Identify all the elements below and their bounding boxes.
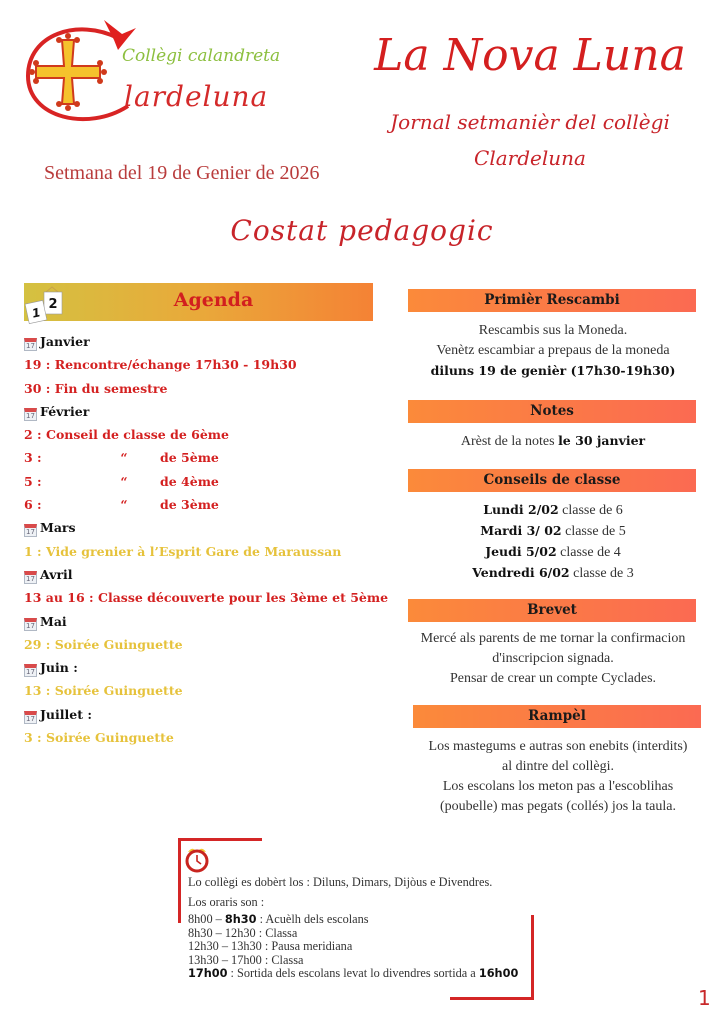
notes-date: le 30 janvier	[558, 433, 646, 448]
calendar-icon: 17	[24, 664, 37, 677]
event-day: 5 :	[24, 473, 42, 489]
agenda-month	[24, 563, 384, 586]
month-label: Janvier	[40, 334, 90, 349]
school-logo	[18, 14, 288, 132]
schedule-row: 17h00 : Sortida dels escolans levat lo divendres sortida a 16h00	[188, 966, 519, 980]
section-title: Costat pedagogic	[230, 214, 494, 247]
logo-name: lardeluna	[124, 80, 269, 113]
agenda-list	[24, 330, 389, 749]
rescambi-body	[400, 321, 706, 382]
ditto-mark: “	[120, 497, 128, 513]
calendar-icon: 17	[24, 408, 37, 421]
logo-tagline: Collègi calandreta	[122, 46, 281, 66]
event-text: de 5ème	[160, 450, 219, 466]
brevet-body	[400, 629, 706, 689]
ditto-mark: “	[120, 450, 128, 466]
subtitle-line1: Jornal setmanièr del collègi	[390, 110, 670, 134]
rampel-body	[405, 737, 711, 817]
agenda-event: 30 : Fin du semestre	[24, 380, 168, 396]
event-text: de 3ème	[160, 497, 219, 513]
rescambi-line1: Rescambis sus la Moneda.	[478, 323, 628, 338]
conseil-row: Jeudi 5/02 classe de 4	[485, 544, 621, 560]
agenda-event: 2 : Conseil de classe de 6ème	[24, 427, 229, 443]
rampel-line: (poubelle) mas pegats (collés) jos la taula.	[440, 799, 676, 814]
conseils-header: Conseils de classe	[408, 469, 696, 492]
calendar-icon: 17	[24, 571, 37, 584]
newspaper-subtitle	[350, 104, 710, 176]
calendar-icon: 17	[24, 618, 37, 631]
agenda-month	[24, 516, 384, 539]
brevet-line: d'inscripcion signada.	[492, 651, 614, 666]
month-label: Avril	[40, 566, 73, 582]
month-label: Juillet :	[40, 706, 92, 722]
rescambi-date: diluns 19 de genièr (17h30-19h30)	[430, 363, 676, 378]
schedule-block	[188, 873, 538, 981]
agenda-event: 19 : Rencontre/échange 17h30 - 19h30	[24, 357, 297, 373]
conseil-row: Lundi 2/02 classe de 6	[483, 502, 623, 518]
week-label: Setmana del 19 de Genier de 2026	[44, 162, 320, 184]
agenda-month	[24, 610, 384, 633]
calendar-icon: 17	[24, 711, 37, 724]
notes-header: Notes	[408, 400, 696, 423]
frame-corner-bottom	[450, 997, 534, 1000]
event-day: 3 :	[24, 450, 42, 466]
brevet-line: Mercé als parents de me tornar la confirmacion	[420, 631, 686, 646]
ditto-mark: “	[120, 473, 128, 489]
agenda-event: 3 : Soirée Guinguette	[24, 730, 174, 746]
month-label: Mars	[40, 520, 76, 536]
agenda-event	[24, 493, 384, 516]
agenda-event: 13 : Soirée Guinguette	[24, 683, 183, 699]
conseil-row: Mardi 3/ 02 classe de 5	[480, 523, 626, 539]
agenda-month	[24, 330, 384, 353]
rampel-line: Los escolans los meton pas a l'escoblihas	[442, 779, 674, 794]
svg-text:2: 2	[48, 297, 58, 312]
conseils-body	[400, 500, 706, 584]
frame-corner-top	[178, 838, 262, 841]
rescambi-line2: Venètz escambiar a prepaus de la moneda	[436, 343, 670, 358]
event-text: de 4ème	[160, 473, 219, 489]
newspaper-title: La Nova Luna	[374, 30, 686, 81]
month-label: Juin :	[40, 660, 78, 676]
month-label: Mai	[40, 613, 67, 629]
event-day: 6 :	[24, 497, 42, 513]
page-number: 1	[698, 986, 711, 1010]
alarm-clock-icon	[184, 844, 210, 874]
notes-body	[400, 431, 706, 452]
agenda-event	[24, 446, 384, 469]
rampel-header: Rampèl	[413, 705, 701, 728]
open-days: Lo collègi es dobèrt los : Diluns, Dimars, Dijòus e Divendres.	[188, 875, 493, 889]
rampel-line: al dintre del collègi.	[502, 759, 614, 774]
schedule-row: 8h30 – 12h30 : Classa	[188, 925, 298, 940]
agenda-event: 29 : Soirée Guinguette	[24, 636, 183, 652]
rescambi-header: Primièr Rescambi	[408, 289, 696, 312]
schedule-row: 12h30 – 13h30 : Pausa meridiana	[188, 939, 353, 953]
schedule-row: 13h30 – 17h00 : Classa	[188, 952, 304, 967]
agenda-event	[24, 470, 384, 493]
hours-label: Los oraris son :	[188, 895, 265, 909]
calendar-icon: 17	[24, 524, 37, 537]
agenda-month	[24, 400, 384, 423]
notes-text: Arèst de la notes	[460, 434, 559, 449]
frame-corner-left	[178, 838, 181, 923]
agenda-event: 1 : Vide grenier à l’Esprit Gare de Maraussan	[24, 543, 342, 559]
brevet-header: Brevet	[408, 599, 696, 622]
schedule-row: 8h00 – 8h30 : Acuèlh dels escolans	[188, 912, 369, 926]
calendar-icon: 17	[24, 338, 37, 351]
brevet-line: Pensar de crear un compte Cyclades.	[449, 671, 657, 686]
agenda-month	[24, 703, 384, 726]
agenda-title: Agenda	[173, 289, 254, 311]
conseil-row: Vendredi 6/02 classe de 3	[472, 565, 634, 581]
subtitle-line2: Clardeluna	[474, 146, 586, 170]
svg-text:1: 1	[30, 305, 42, 321]
agenda-event: 13 au 16 : Classe découverte pour les 3ème et 5ème	[24, 590, 389, 606]
month-label: Février	[40, 403, 90, 419]
agenda-month	[24, 656, 384, 679]
rampel-line: Los mastegums e autras son enebits (interdits)	[428, 739, 688, 754]
